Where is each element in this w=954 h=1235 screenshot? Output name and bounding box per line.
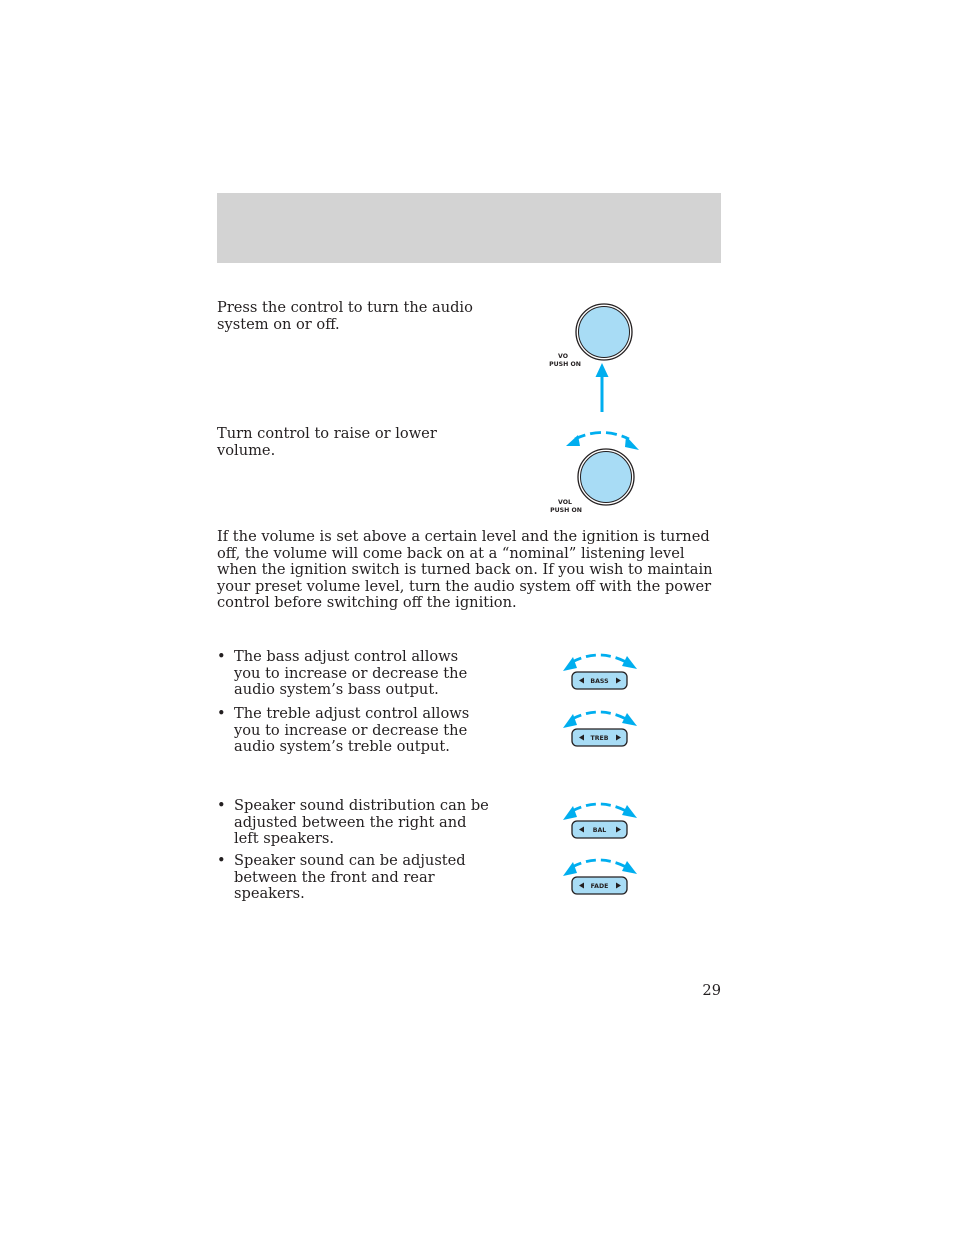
knob-label-bottom: PUSH ON	[549, 361, 581, 368]
knob-label-bottom: PUSH ON	[550, 507, 582, 514]
rotate-arrow-icon	[563, 712, 637, 728]
section-header-band	[217, 193, 721, 263]
volume-note-paragraph: If the volume is set above a certain level and the ignition is turned off, the volume will come back on at a “nominal” listening level when the ignition switch is turned back on. If you wish to maintain your preset volume level, turn the audio system off with the power control before switching off the ignition.	[217, 528, 713, 612]
fade-button-label: FADE	[590, 883, 609, 890]
push-arrow-icon	[596, 363, 609, 412]
bass-button-label: BASS	[590, 678, 609, 685]
rotate-arrow-icon	[566, 433, 639, 451]
bullet-dot: •	[217, 705, 226, 722]
rotate-arrow-icon	[563, 655, 637, 671]
balance-button-figure	[560, 797, 640, 841]
bullet-dot: •	[217, 852, 226, 869]
bullet-dot: •	[217, 648, 226, 665]
rotate-arrow-icon	[563, 860, 637, 876]
treble-bullet-item	[217, 706, 479, 756]
treble-description: The treble adjust control allows you to increase or decrease the audio system’s treble output.	[234, 705, 470, 756]
treble-button-figure	[560, 705, 640, 749]
balance-button-label: BAL	[592, 827, 607, 834]
fade-bullet-item	[217, 853, 494, 903]
power-knob-figure	[540, 300, 640, 415]
volume-knob-figure	[540, 426, 650, 518]
fade-description: Speaker sound can be adjusted between the front and rear speakers.	[234, 852, 466, 903]
knob-icon	[578, 449, 634, 505]
bass-bullet-item	[217, 649, 479, 699]
page-number: 29	[702, 982, 721, 999]
fade-button-figure	[560, 853, 640, 897]
knob-label-top: VO	[558, 353, 568, 360]
power-description: Press the control to turn the audio system on or off.	[217, 299, 473, 333]
knob-icon	[576, 304, 632, 360]
bass-description: The bass adjust control allows you to increase or decrease the audio system’s bass output.	[234, 648, 468, 699]
volume-description: Turn control to raise or lower volume.	[217, 425, 437, 459]
knob-label-top: VOL	[558, 499, 572, 506]
treble-button-label: TREB	[590, 735, 609, 742]
bullet-dot: •	[217, 797, 226, 814]
bass-button-figure	[560, 648, 640, 692]
balance-description: Speaker sound distribution can be adjusted between the right and left speakers.	[234, 797, 489, 848]
rotate-arrow-icon	[563, 804, 637, 820]
balance-bullet-item	[217, 798, 494, 848]
